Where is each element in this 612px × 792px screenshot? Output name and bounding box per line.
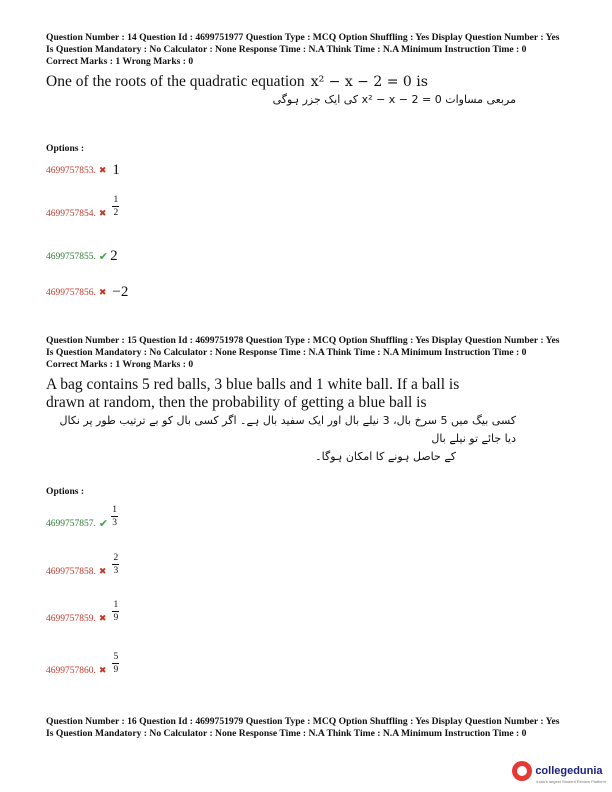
question-urdu-line-1: کسی بیگ میں 5 سرخ بال، 3 نیلے بال اور ایک سفید بال ہے۔ اگر کسی بال کو بے ترتیب طور پر نکال دیا جائے تو نیلے بال [59, 413, 516, 445]
options-label: Options : [46, 143, 85, 154]
collegedunia-logo [512, 761, 606, 784]
question-stem: One of the roots of the quadratic equation [46, 72, 305, 90]
check-icon: ✔ [98, 518, 109, 530]
option-fraction [112, 553, 119, 576]
question-marks: Correct Marks : 1 Wrong Marks : 0 [46, 359, 194, 371]
fraction-denominator: 2 [113, 208, 119, 218]
cross-icon: ✖ [98, 566, 107, 576]
question-marks: Correct Marks : 1 Wrong Marks : 0 [46, 56, 194, 68]
cross-icon: ✖ [98, 165, 107, 175]
option-row [46, 162, 120, 179]
option-row [46, 599, 119, 624]
options-label: Options : [46, 486, 85, 497]
fraction-numerator: 5 [113, 652, 119, 662]
option-row [46, 503, 118, 530]
cross-icon: ✖ [98, 665, 107, 675]
check-icon: ✔ [98, 251, 109, 263]
fraction-bar [112, 206, 119, 207]
option-row [46, 194, 119, 219]
logo-name: collegedunia [535, 765, 603, 777]
question-14 [46, 32, 566, 109]
option-value: −2 [112, 284, 129, 300]
option-id: 4699757856. [46, 287, 96, 298]
option-row [46, 248, 118, 265]
option-id: 4699757858. [46, 566, 96, 577]
option-value: 1 [112, 162, 120, 178]
option-fraction [112, 195, 119, 218]
option-fraction [112, 652, 119, 675]
option-id: 4699757855. [46, 251, 96, 262]
logo-row [512, 761, 606, 781]
option-id: 4699757857. [46, 518, 96, 529]
option-value: 2 [110, 248, 118, 264]
option-row [46, 552, 119, 577]
fraction-numerator: 1 [112, 505, 117, 515]
option-fraction [111, 505, 118, 528]
option-id: 4699757860. [46, 665, 96, 676]
question-meta: Question Number : 14 Question Id : 4699751977 Question Type : MCQ Option Shuffling : Yes Display Question Number : Yes Is Question Mandatory : No Calculator : None Response Time : N.A Think Time : N.A Minimum Instruction Time : 0 [46, 32, 560, 56]
question-equation: x² − x − 2 = 0 is [310, 73, 428, 90]
fraction-numerator: 2 [113, 553, 119, 563]
fraction-bar [112, 564, 119, 565]
option-fraction [112, 600, 119, 623]
question-text: A bag contains 5 red balls, 3 blue balls and 1 white ball. If a ball is drawn at random, then the probability of getting a blue ball is [46, 375, 460, 411]
fraction-denominator: 9 [113, 665, 119, 675]
option-row [46, 651, 119, 676]
fraction-bar [112, 663, 119, 664]
option-id: 4699757853. [46, 165, 96, 176]
fraction-denominator: 3 [112, 518, 117, 528]
logo-tagline: India's largest Student Review Platform [536, 779, 606, 784]
question-urdu: مربعی مساوات x² − x − 2 = 0 کی ایک جزر ہوگی [272, 92, 516, 106]
fraction-denominator: 9 [113, 613, 119, 623]
question-16 [46, 716, 566, 740]
logo-block [512, 761, 606, 784]
option-id: 4699757859. [46, 613, 96, 624]
logo-icon [512, 761, 532, 781]
question-meta: Question Number : 16 Question Id : 4699751979 Question Type : MCQ Option Shuffling : Yes Display Question Number : Yes Is Question Mandatory : No Calculator : None Response Time : N.A Think Time : N.A Minimum Instruction Time : 0 [46, 716, 560, 740]
question-urdu-line-2: کے حاصل ہونے کا امکان ہوگا۔ [315, 449, 456, 463]
option-row [46, 284, 128, 301]
fraction-denominator: 3 [113, 566, 119, 576]
cross-icon: ✖ [98, 613, 107, 623]
question-15 [46, 335, 566, 466]
fraction-numerator: 1 [113, 600, 119, 610]
question-text [46, 73, 566, 91]
fraction-bar [111, 516, 118, 517]
fraction-bar [112, 611, 119, 612]
cross-icon: ✖ [98, 287, 107, 297]
cross-icon: ✖ [98, 208, 107, 218]
question-meta: Question Number : 15 Question Id : 4699751978 Question Type : MCQ Option Shuffling : Yes Display Question Number : Yes Is Question Mandatory : No Calculator : None Response Time : N.A Think Time : N.A Minimum Instruction Time : 0 [46, 335, 560, 359]
option-id: 4699757854. [46, 208, 96, 219]
fraction-numerator: 1 [113, 195, 119, 205]
